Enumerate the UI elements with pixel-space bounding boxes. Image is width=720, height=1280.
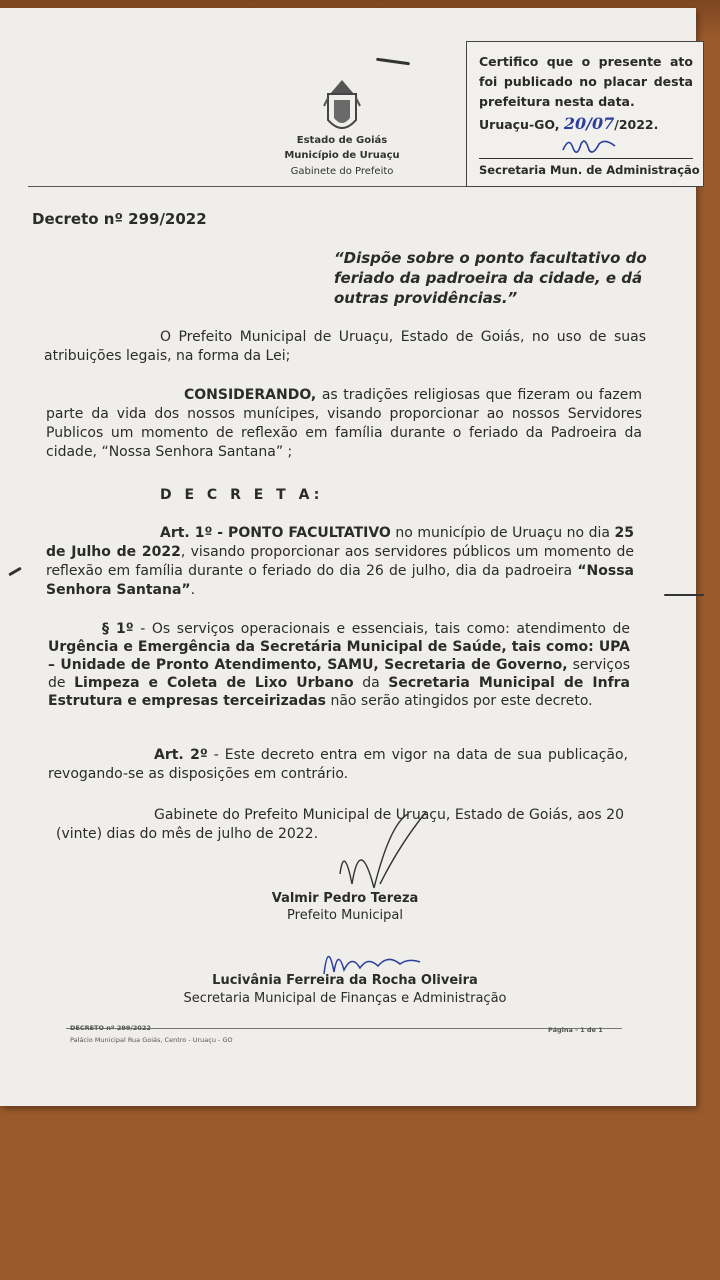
closing-paragraph: Gabinete do Prefeito Municipal de Uruaçu, Estado de Goiás, aos 20 (vinte) dias do mês de julho de 2022.	[56, 807, 624, 842]
certificate-date-prefix: Uruaçu-GO,	[479, 117, 560, 132]
secretary-title: Secretaria Municipal de Finanças e Administração	[183, 991, 507, 1006]
decree-ementa: “Dispõe sobre o ponto facultativo do feriado da padroeira da cidade, e dá outras providências.”	[334, 249, 647, 307]
par1-text-c: serviços de	[48, 657, 630, 691]
art1-date: 25 de Julho de 2022	[46, 525, 634, 560]
publication-certificate-box	[466, 41, 704, 187]
art2-label: Art. 2º	[154, 747, 208, 763]
art1-end: .	[190, 582, 196, 598]
paragraph-1	[48, 620, 630, 710]
mayor-title: Prefeito Municipal	[287, 908, 403, 923]
footer-address: Palácio Municipal Rua Goiás, Centro - Uruaçu - GO	[70, 1036, 233, 1044]
decreta-heading: D E C R E T A:	[160, 487, 324, 503]
header-office: Gabinete do Prefeito	[290, 166, 394, 177]
footer-page: Página - 1 de 1	[548, 1026, 603, 1034]
certificate-date	[479, 114, 658, 133]
coat-of-arms-icon	[322, 76, 362, 140]
certificate-date-suffix: /2022.	[614, 117, 659, 132]
pin-right	[664, 594, 704, 596]
par1-label: § 1º	[102, 621, 134, 637]
header-state: Estado de Goiás	[296, 135, 388, 146]
considerando-label: CONSIDERANDO,	[184, 387, 317, 403]
par1-text-d: Limpeza e Coleta de Lixo Urbano	[74, 675, 354, 691]
par1-text-e: da	[362, 675, 380, 691]
art1-patron-name: “Nossa Senhora Santana”	[46, 563, 634, 598]
certificate-text: Certifico que o presente ato foi publicado no placar desta prefeitura nesta data.	[479, 54, 693, 109]
par1-text-b: Urgência e Emergência da Secretária Municipal de Saúde, tais como: UPA – Unidade de Pronto Atendimento, SAMU, Secretaria de Governo,	[48, 639, 630, 673]
certificate-signature-icon	[559, 132, 619, 160]
art1-text-b: , visando proporcionar aos servidores públicos um momento de reflexão em família durante o feriado do dia 26 de julho, dia da padroeira	[46, 544, 634, 579]
art2-text: - Este decreto entra em vigor na data de sua publicação, revogando-se as disposições em contrário.	[48, 747, 628, 782]
considerando-paragraph	[46, 386, 642, 462]
preamble: O Prefeito Municipal de Uruaçu, Estado de Goiás, no uso de suas atribuições legais, na forma da Lei;	[44, 329, 646, 364]
article-2	[48, 746, 628, 784]
header-municipality: Município de Uruaçu	[284, 150, 400, 161]
article-1	[46, 524, 634, 600]
header-rule	[28, 186, 466, 187]
decree-number: Decreto nº 299/2022	[32, 210, 207, 228]
footer-decree-ref: DECRETO nº 299/2022	[70, 1024, 151, 1032]
certificate-rule	[479, 158, 693, 159]
art1-label: Art. 1º - PONTO FACULTATIVO	[160, 525, 391, 541]
handwritten-date: 20/07	[563, 114, 615, 133]
certificate-footer: Secretaria Mun. de Administração	[479, 163, 700, 177]
considerando-text: as tradições religiosas que fizeram ou fazem parte da vida dos nossos munícipes, visando proporcionar ao nossos Servidores Publicos um momento de reflexão em família durante o feriado da Padroeira da cidade, “Nossa Senhora Santana” ;	[46, 387, 642, 460]
par1-text-a: - Os serviços operacionais e essenciais, tais como: atendimento de	[140, 621, 631, 637]
document-page	[0, 8, 700, 1106]
par1-text-g: não serão atingidos por este decreto.	[330, 693, 593, 709]
pin-left	[8, 567, 22, 577]
mayor-signature-icon	[330, 804, 440, 900]
art1-text-a: no município de Uruaçu no dia	[395, 525, 610, 541]
par1-text-f: Secretaria Municipal de Infra Estrutura e empresas terceirizadas	[48, 675, 631, 709]
mayor-name: Valmir Pedro Tereza	[271, 891, 419, 906]
pin-top	[376, 58, 410, 66]
secretary-name: Lucivânia Ferreira da Rocha Oliveira	[212, 973, 478, 988]
